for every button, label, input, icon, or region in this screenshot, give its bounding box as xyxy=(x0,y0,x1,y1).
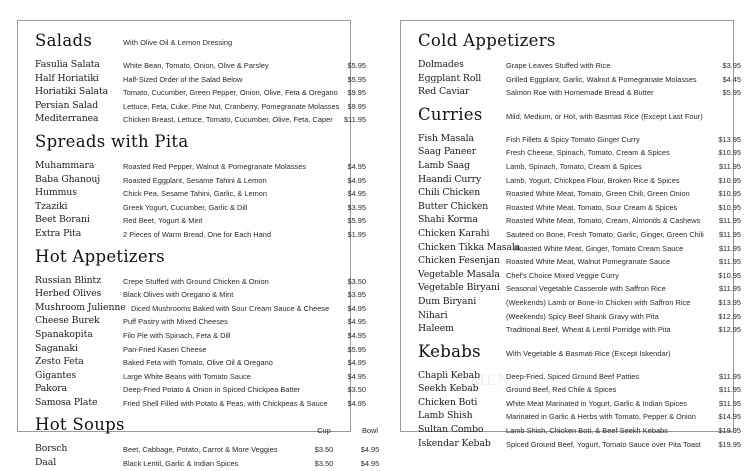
menu-item-row xyxy=(418,85,741,99)
menu-item-name: Chicken Boti xyxy=(418,396,478,408)
menu-item-description: Fresh Cheese, Spinach, Tomato, Cream & Spices xyxy=(506,148,670,158)
menu-item-description: Lettuce, Feta, Cuke, Pine Nut, Cranberry, Pomegranate Molasses xyxy=(123,101,340,111)
menu-item-name: Sultan Combo xyxy=(418,424,484,436)
menu-item-price: $5.95 xyxy=(347,74,366,84)
menu-item-row xyxy=(418,159,741,173)
menu-item-name: Samosa Plate xyxy=(35,396,98,408)
menu-item-name: Iskendar Kebab xyxy=(418,437,491,449)
menu-item-price: $4.95 xyxy=(347,189,366,199)
menu-item-description: Sauteed on Bone, Fresh Tomato, Garlic, Ginger, Green Chili xyxy=(506,229,704,239)
menu-item-description: White Bean, Tomato, Onion, Olive & Parsley xyxy=(123,61,269,70)
menu-item-row xyxy=(35,287,366,301)
menu-item-price: $11.95 xyxy=(718,243,741,253)
menu-item-description: Marinated in Garlic & Herbs with Tomato, Pepper & Onion xyxy=(506,412,696,422)
menu-section-hot-soups xyxy=(35,415,380,469)
menu-item-price: $9.95 xyxy=(347,101,366,111)
menu-item-price: $11.95 xyxy=(718,385,741,395)
menu-item-row xyxy=(35,442,380,456)
menu-item-price: $11.95 xyxy=(718,398,741,408)
section-header xyxy=(35,246,340,271)
menu-item-price: $4.95 xyxy=(347,317,366,327)
menu-item-price: $11.95 xyxy=(718,161,741,171)
menu-item-price-bowl: $4.95 xyxy=(360,445,380,455)
menu-item-name: Eggplant Roll xyxy=(418,72,482,84)
menu-item-row xyxy=(35,186,366,200)
menu-item-name: Vegetable Biryani xyxy=(418,282,500,294)
menu-item-price-bowl: $4.95 xyxy=(360,459,380,469)
menu-item-row xyxy=(35,301,366,315)
menu-item-price: $4.95 xyxy=(347,358,366,368)
menu-item-row xyxy=(418,72,741,86)
left-sections-container xyxy=(35,31,366,409)
hot-soups-section xyxy=(35,415,380,469)
menu-item-row xyxy=(35,99,366,113)
menu-item-description: Pan-Fried Kaseri Cheese xyxy=(123,344,207,354)
menu-item-row xyxy=(35,159,366,173)
menu-item-row xyxy=(35,396,366,410)
menu-item-description: Large White Beans with Tomato Sauce xyxy=(123,371,251,381)
menu-item-description: Lamb, Spinach, Tomato, Cream & Spices xyxy=(506,161,642,171)
menu-item-row xyxy=(418,409,741,423)
menu-item-price: $3.50 xyxy=(347,276,366,286)
menu-item-name: Mediterranea xyxy=(35,113,99,125)
menu-item-description: Tomato, Cucumber, Green Pepper, Onion, Olive, Feta & Oregano xyxy=(123,88,338,98)
menu-item-name: Chicken Tikka Masala xyxy=(418,241,521,253)
menu-item-description: Crepe Stuffed with Ground Chicken & Onion xyxy=(123,276,269,286)
menu-item-description: Traditional Beef, Wheat & Lentil Porridge with Pita xyxy=(506,325,671,335)
menu-item-row xyxy=(418,186,741,200)
menu-item-name: Herbed Olives xyxy=(35,288,102,300)
menu-item-price: $4.45 xyxy=(722,74,741,84)
menu-item-description: Grilled Eggplant, Garlic, Walnut & Pomegranate Molasses xyxy=(506,74,697,84)
section-title: Cold Appetizers xyxy=(418,31,556,50)
section-header xyxy=(418,104,723,129)
menu-item-price: $4.95 xyxy=(347,371,366,381)
menu-item-description: Puff Pastry with Mixed Cheeses xyxy=(123,317,228,327)
menu-item-row xyxy=(418,132,741,146)
menu-item-description: Spiced Ground Beef, Yogurt, Tomato Sauce over Pita Toast xyxy=(506,439,701,449)
section-note: With Vegetable & Basmati Rice (Except Iskendar) xyxy=(506,348,671,358)
menu-section-curries xyxy=(418,104,741,336)
menu-section-cold-appetizers xyxy=(418,31,741,99)
menu-item-row xyxy=(35,274,366,288)
menu-item-row xyxy=(35,72,366,86)
menu-item-row xyxy=(35,173,366,187)
menu-item-name: Extra Pita xyxy=(35,227,82,239)
menu-item-description: Grape Leaves Stuffed with Rice xyxy=(506,61,611,70)
menu-item-description: (Weekends) Lamb or Bone-In Chicken with Saffron Rice xyxy=(506,297,691,307)
menu-item-row xyxy=(418,145,741,159)
menu-item-description: Roasted White Meat, Walnut Pomegranate Sauce xyxy=(506,257,671,267)
menu-item-name: Tzaziki xyxy=(35,200,68,212)
right-sections-container xyxy=(418,31,741,450)
menu-item-name: Fasulia Salata xyxy=(35,59,100,70)
menu-item-price: $13.95 xyxy=(718,134,741,144)
menu-item-row xyxy=(418,309,741,323)
menu-item-name: Lamb Shish xyxy=(418,410,473,422)
menu-item-price: $4.95 xyxy=(347,161,366,171)
menu-item-description: Black Olives with Oregano & Mint xyxy=(123,290,234,300)
menu-item-name: Shahi Korma xyxy=(418,214,478,226)
menu-item-price: $14.95 xyxy=(718,412,741,422)
column-header-cup: Cup xyxy=(317,426,331,436)
menu-item-price: $10.95 xyxy=(718,270,741,280)
menu-item-row xyxy=(35,314,366,328)
menu-item-price-cup: $3.50 xyxy=(314,459,334,469)
menu-item-description: Chicken Breast, Lettuce, Tomato, Cucumber, Olive, Feta, Caper xyxy=(123,115,333,125)
menu-item-name: Russian Blintz xyxy=(35,274,101,286)
menu-item-row xyxy=(35,58,366,72)
menu-item-row xyxy=(35,85,366,99)
menu-item-price: $4.95 xyxy=(347,330,366,340)
menu-item-name: Nihari xyxy=(418,309,448,321)
menu-item-description: Chick Pea, Sesame Tahini, Garlic, & Lemon xyxy=(123,189,268,199)
section-note: Mild, Medium, or Hot, with Basmati Rice (Except Last Four) xyxy=(506,111,703,121)
menu-item-row xyxy=(418,437,741,451)
menu-item-name: Chili Chicken xyxy=(418,187,481,199)
menu-item-price: $4.95 xyxy=(347,398,366,408)
section-title: Curries xyxy=(418,104,483,124)
menu-item-name: Zesto Feta xyxy=(35,356,84,368)
menu-item-price: $5.95 xyxy=(347,344,366,354)
menu-item-price: $11.95 xyxy=(718,216,741,226)
menu-item-row xyxy=(35,328,366,342)
menu-item-description: Salmon Roe with Homemade Bread & Butter xyxy=(506,88,654,98)
menu-item-price: $3.95 xyxy=(347,290,366,300)
column-header-bowl: Bowl xyxy=(361,426,379,436)
menu-item-description: Black Lentil, Garlic & Indian Spices xyxy=(123,459,239,469)
menu-item-price: $10.95 xyxy=(718,148,741,158)
menu-item-name: Dum Biryani xyxy=(418,295,477,307)
menu-item-name: Fish Masala xyxy=(418,132,474,144)
menu-item-row xyxy=(35,369,366,383)
menu-item-price: $11.95 xyxy=(718,257,741,267)
menu-item-description: Deep-Fried Potato & Onion in Spiced Chickpea Batter xyxy=(123,385,301,395)
menu-item-row xyxy=(418,173,741,187)
menu-item-name: Butter Chicken xyxy=(418,200,489,212)
section-title: Salads xyxy=(35,31,93,50)
menu-item-name: Hummus xyxy=(35,187,77,199)
right-page-content xyxy=(401,21,741,449)
menu-item-name: Chapli Kebab xyxy=(418,369,480,381)
menu-item-description: Roasted White Meat, Tomato, Sour Cream & Spices xyxy=(506,202,678,212)
menu-item-row xyxy=(418,268,741,282)
menu-item-name: Cheese Burek xyxy=(35,315,100,327)
menu-item-name: Mushroom Julienne xyxy=(35,301,126,313)
menu-item-name: Spanakopita xyxy=(35,328,93,340)
menu-item-description: Red Beet, Yogurt & Mint xyxy=(123,216,203,226)
menu-item-price: $11.95 xyxy=(718,371,741,381)
section-header xyxy=(35,131,340,156)
menu-item-description: Fried Shell Filled with Potato & Peas, with Chickpeas & Sauce xyxy=(123,398,328,408)
menu-item-price: $5.95 xyxy=(347,61,366,70)
menu-item-name: Seekh Kebab xyxy=(418,383,479,395)
section-title: Hot Appetizers xyxy=(35,246,165,266)
menu-item-price: $11.95 xyxy=(343,115,366,125)
menu-item-row xyxy=(35,227,366,241)
menu-item-name: Saag Paneer xyxy=(418,146,477,158)
menu-item-description: Fish Fillets & Spicy Tomato Ginger Curry xyxy=(506,134,640,144)
menu-item-row xyxy=(418,322,741,336)
menu-item-price: $4.95 xyxy=(347,303,366,313)
menu-item-description: Ground Beef, Red Chile & Spices xyxy=(506,385,617,395)
section-title: Hot Soups xyxy=(35,415,125,435)
menu-item-row xyxy=(418,281,741,295)
menu-item-price: $10.95 xyxy=(718,175,741,185)
menu-item-name: Haandi Curry xyxy=(418,173,482,185)
menu-item-name: Lamb Saag xyxy=(418,159,470,171)
left-page-content xyxy=(18,21,380,469)
menu-item-name: Gigantes xyxy=(35,369,77,381)
menu-item-price: $11.95 xyxy=(718,284,741,294)
menu-item-name: Red Caviar xyxy=(418,86,470,98)
menu-item-row xyxy=(418,382,741,396)
menu-item-description: Roasted White Meat, Ginger, Tomato Cream Sauce xyxy=(514,243,684,253)
menu-item-price: $19.95 xyxy=(718,439,741,449)
menu-item-row xyxy=(418,241,741,255)
menu-item-row xyxy=(418,254,741,268)
menu-section-hot-appetizers xyxy=(35,246,366,410)
menu-item-description: Roasted White Meat, Tomato, Green Chili, Green Onion xyxy=(506,189,690,199)
menu-item-price: $3.50 xyxy=(347,385,366,395)
menu-item-description: 2 Pieces of Warm Bread, One for Each Hand xyxy=(123,229,272,239)
menu-item-price-cup: $3.50 xyxy=(314,445,334,455)
menu-item-name: Daal xyxy=(35,457,57,469)
menu-item-description: Roasted White Meat, Tomato, Cream, Almonds & Cashews xyxy=(506,216,701,226)
menu-item-description: (Weekends) Spicy Beef Shank Gravy with Pita xyxy=(506,311,659,321)
menu-item-row xyxy=(35,342,366,356)
menu-item-price: $3.95 xyxy=(722,61,741,70)
menu-section-salads xyxy=(35,31,366,126)
menu-item-row xyxy=(418,227,741,241)
menu-item-row xyxy=(418,423,741,437)
menu-item-row xyxy=(35,112,366,126)
menu-item-price: $10.95 xyxy=(718,202,741,212)
menu-item-price: $9.95 xyxy=(347,88,366,98)
section-header xyxy=(418,341,723,366)
menu-item-row xyxy=(35,200,366,214)
menu-item-name: Haleem xyxy=(418,323,454,335)
menu-item-price: $3.95 xyxy=(347,202,366,212)
menu-item-price: $12.95 xyxy=(718,311,741,321)
menu-item-name: Persian Salad xyxy=(35,99,99,111)
menu-item-name: Dolmades xyxy=(418,59,464,70)
menu-item-row xyxy=(418,213,741,227)
menu-item-row xyxy=(418,58,741,72)
menu-item-price: $1.95 xyxy=(347,229,366,239)
menu-page-left xyxy=(17,20,380,469)
menu-item-description: Filo Pie with Spinach, Feta & Dill xyxy=(123,330,231,340)
menu-item-name: Chicken Fesenjan xyxy=(418,255,500,267)
menu-item-name: Vegetable Masala xyxy=(418,268,500,280)
menu-item-description: Beet, Cabbage, Potato, Carrot & More Veggies xyxy=(123,445,278,455)
menu-item-name: Chicken Karahi xyxy=(418,227,490,239)
menu-item-description: Seasonal Vegetable Casserole with Saffron Rice xyxy=(506,284,666,294)
menu-item-row xyxy=(35,213,366,227)
menu-item-name: Beet Borani xyxy=(35,214,90,226)
menu-item-price: $5.95 xyxy=(347,216,366,226)
menu-item-description: Roasted Eggplant, Sesame Tahini & Lemon xyxy=(123,175,267,185)
menu-item-price: $10.95 xyxy=(718,189,741,199)
menu-item-row xyxy=(418,396,741,410)
menu-item-description: Diced Mushrooms Baked with Sour Cream Sauce & Cheese xyxy=(131,303,330,313)
menu-item-description: Roasted Red Pepper, Walnut & Pomegranate Molasses xyxy=(123,161,307,171)
menu-item-name: Half Horiatiki xyxy=(35,72,99,84)
menu-item-price: $11.95 xyxy=(718,229,741,239)
menu-item-row xyxy=(35,456,380,470)
menu-item-description: Lamb, Yogurt, Chickpea Flour, Broken Rice & Spices xyxy=(506,175,680,185)
menu-item-price: $19.95 xyxy=(718,426,741,436)
menu-item-description: White Meat Marinated in Yogurt, Garlic & Indian Spices xyxy=(506,398,688,408)
menu-item-description: Baked Feta with Tomato, Olive Oil & Oregano xyxy=(123,358,273,368)
menu-section-kebabs xyxy=(418,341,741,451)
menu-item-name: Pakora xyxy=(35,383,67,395)
section-title: Spreads with Pita xyxy=(35,131,189,151)
menu-item-price: $5.95 xyxy=(722,88,741,98)
menu-item-name: Horiatiki Salata xyxy=(35,86,109,98)
section-title: Kebabs xyxy=(418,341,481,361)
menu-item-row xyxy=(35,382,366,396)
section-header xyxy=(35,31,340,55)
menu-item-name: Baba Ghanouj xyxy=(35,173,101,185)
menu-item-name: Saganaki xyxy=(35,342,78,354)
section-header xyxy=(418,31,723,55)
menu-item-description: Chef's Choice Mixed Veggie Curry xyxy=(506,270,619,280)
section-header xyxy=(35,415,379,439)
section-note: With Olive Oil & Lemon Dressing xyxy=(123,38,233,47)
menu-item-price: $4.95 xyxy=(347,175,366,185)
menu-item-description: Greek Yogurt, Cucumber, Garlic & Dill xyxy=(123,202,248,212)
menu-page-right xyxy=(400,20,741,449)
menu-section-spreads-with-pita xyxy=(35,131,366,241)
menu-item-row xyxy=(418,295,741,309)
menu-item-row xyxy=(418,369,741,383)
menu-item-row xyxy=(418,200,741,214)
menu-item-price: $13.95 xyxy=(718,297,741,307)
menu-item-description: Lamb Shish, Chicken Boti, & Beef Seekh Kebabs xyxy=(506,426,668,436)
menu-item-description: Deep-Fried, Spiced Ground Beef Patties xyxy=(506,371,640,381)
menu-item-description: Half-Sized Order of the Salad Below xyxy=(123,74,243,84)
menu-item-name: Muhammara xyxy=(35,159,95,171)
menu-item-name: Borsch xyxy=(35,443,68,455)
menu-item-row xyxy=(35,355,366,369)
menu-item-price: $12.95 xyxy=(718,325,741,335)
